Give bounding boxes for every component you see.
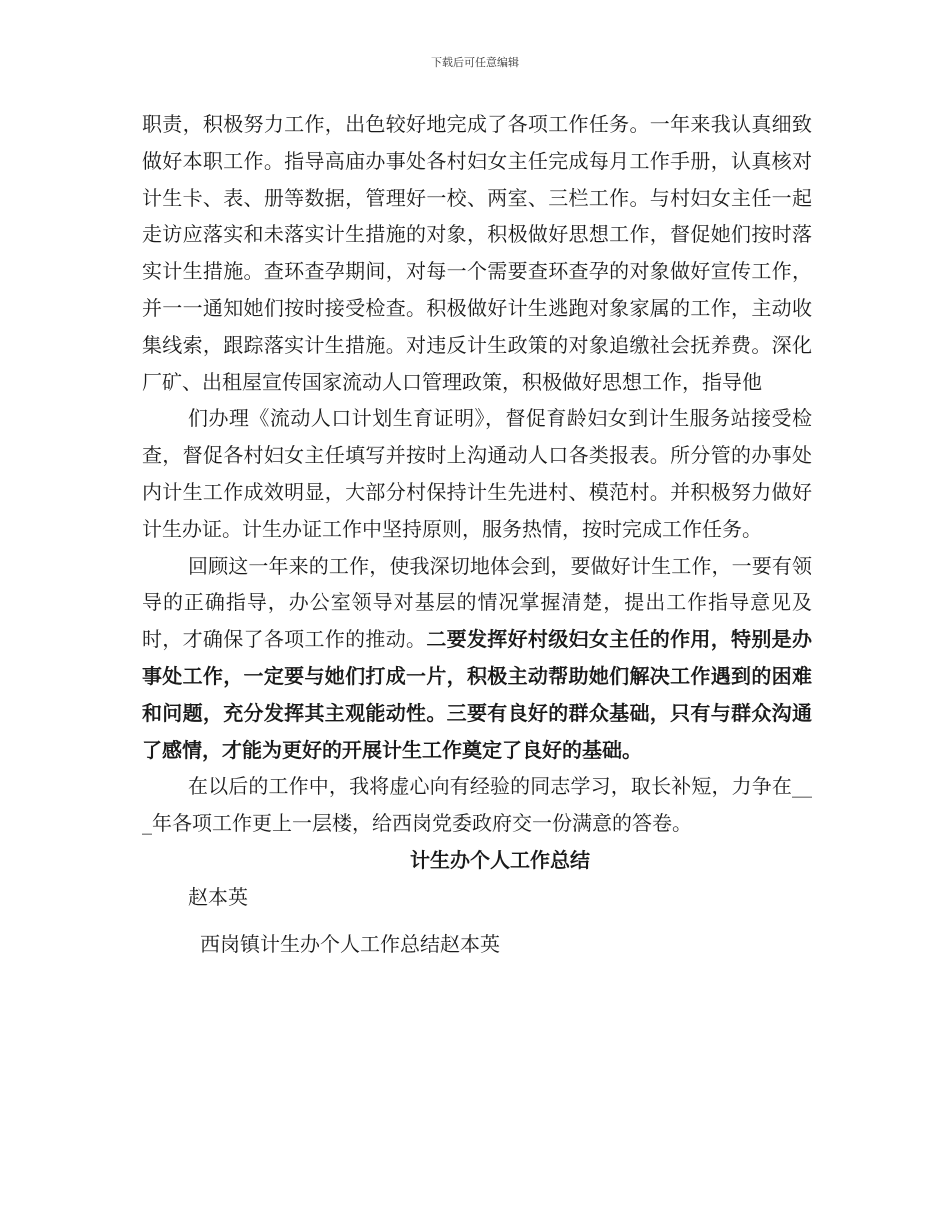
- paragraph-1: 职责，积极努力工作，出色较好地完成了各项工作任务。一年来我认真细致做好本职工作。指导高庙办事处各村妇女主任完成每月工作手册，认真核对计生卡、表、册等数据，管理好一校、两室、三栏工作。与村妇女主任一起走访应落实和未落实计生措施的对象，积极做好思想工作，督促她们按时落实计生措施。查环查孕期间，对每一个需要查环查孕的对象做好宣传工作，并一一通知她们按时接受检查。积极做好计生逃跑对象家属的工作，主动收集线索，跟踪落实计生措施。对违反计生政策的对象追缴社会抚养费。深化厂矿、出租屋宣传国家流动人口管理政策，积极做好思想工作，指导他: [142, 112, 812, 394]
- document-subtitle: 西岗镇计生办个人工作总结赵本英: [200, 931, 500, 956]
- section-title: 计生办个人工作总结: [410, 847, 590, 872]
- document-body: [142, 106, 812, 962]
- paragraph-4: 在以后的工作中，我将虚心向有经验的同志学习，取长补短，力争在___年各项工作更上一层楼，给西岗党委政府交一份满意的答卷。: [142, 774, 812, 836]
- paragraph-2: 们办理《流动人口计划生育证明》，督促育龄妇女到计生服务站接受检查，督促各村妇女主任填写并按时上沟通动人口各类报表。所分管的办事处内计生工作成效明显，大部分村保持计生先进村、模范村。并积极努力做好计生办证。计生办证工作中坚持原则，服务热情，按时完成工作任务。: [142, 406, 812, 541]
- paragraph-3-bold: 二要发挥好村级妇女主任的作用，特别是办事处工作，一定要与她们打成一片，积极主动帮助她们解决工作遇到的困难和问题，充分发挥其主观能动性。三要有良好的群众基础，只有与群众沟通了感情，才能为更好的开展计生工作奠定了良好的基础。: [142, 627, 812, 762]
- paragraph-3: [142, 548, 812, 769]
- author-name: 赵本英: [188, 884, 248, 909]
- paragraph-3-normal: 回顾这一年来的工作，使我深切地体会到，要做好计生工作，一要有领导的正确指导，办公室领导对基层的情况掌握清楚，提出工作指导意见及时，才确保了各项工作的推动。: [142, 553, 812, 652]
- header-note: 下载后可任意编辑: [431, 56, 519, 69]
